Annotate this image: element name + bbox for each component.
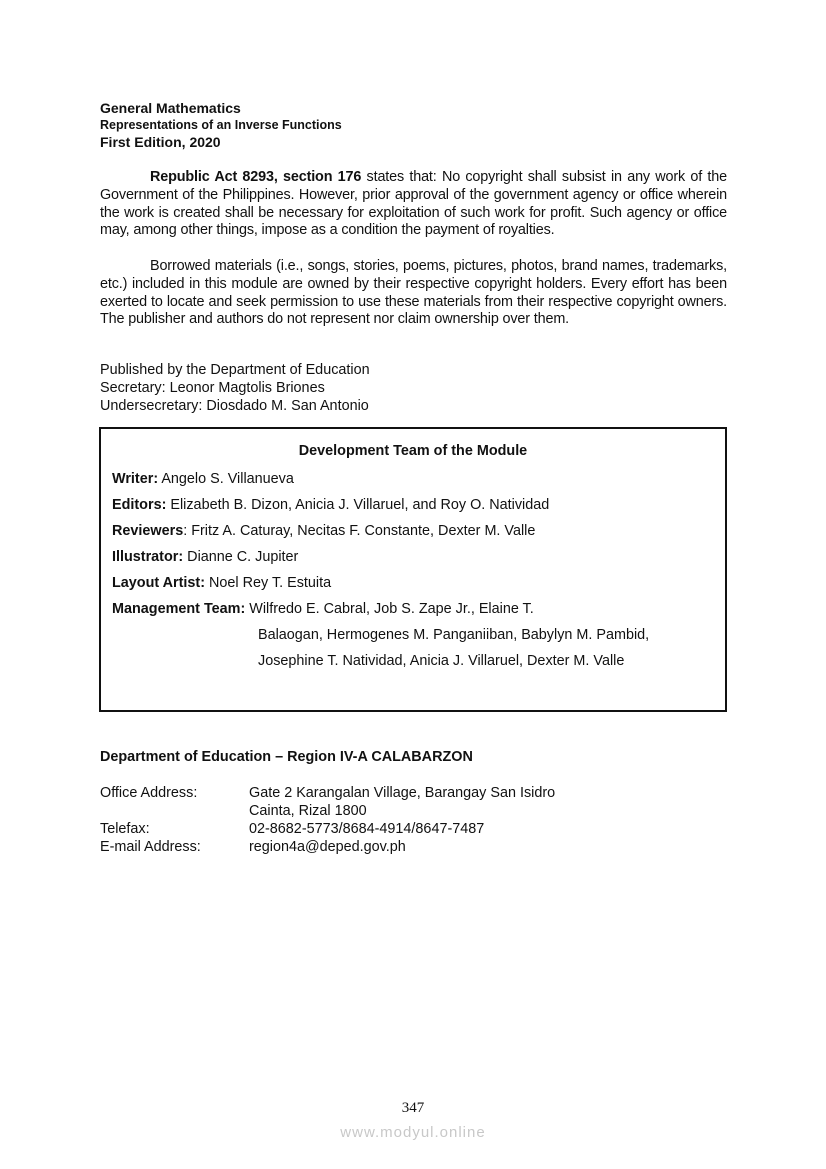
copyright-law-reference: Republic Act 8293, section 176 (150, 169, 362, 185)
region-title: Department of Education – Region IV-A CALABARZON (100, 749, 473, 765)
copyright-law-text: states that: No copyright shall subsist in any work of the Government of the Philippines. However, prior approval of the government agency or office wherein the work is created shall be necessary for exploitation of such work for profit. Such agency or office may, among other things, impose as a condition the payment of royalties. (100, 169, 727, 239)
watermark: www.modyul.online (340, 1124, 486, 1141)
layout-artist-label: Layout Artist: (112, 575, 206, 591)
module-title: Representations of an Inverse Functions (100, 118, 342, 132)
team-layout-artist (112, 574, 331, 592)
reviewers-names: : Fritz A. Caturay, Necitas F. Constante, Dexter M. Valle (183, 523, 536, 539)
team-management (112, 600, 534, 618)
borrowed-materials-notice: Borrowed materials (i.e., songs, stories, poems, pictures, photos, brand names, trademarks, etc.) included in this module are owned by their respective copyright holders. Every effort has been exerted to locate and seek permission to use these materials from their respective copyright owners. The publisher and authors do not represent nor claim ownership over them. (100, 258, 727, 328)
telefax-label: Telefax: (100, 821, 150, 837)
reviewers-label: Reviewers (112, 523, 184, 539)
development-team-heading: Development Team of the Module (298, 443, 528, 459)
illustrator-label: Illustrator: (112, 549, 184, 565)
illustrator-name: Dianne C. Jupiter (183, 549, 299, 565)
development-team-box (99, 427, 727, 712)
team-writer (112, 470, 294, 488)
published-by: Published by the Department of Education (100, 362, 370, 378)
publisher-info (100, 362, 370, 415)
management-label: Management Team: (112, 601, 246, 617)
email-label: E-mail Address: (100, 839, 201, 855)
team-reviewers (112, 522, 535, 540)
writer-label: Writer: (112, 471, 159, 487)
telefax-value: 02-8682-5773/8684-4914/8647-7487 (249, 821, 485, 837)
management-names-line2: Balaogan, Hermogenes M. Panganiiban, Babylyn M. Pambid, (258, 627, 650, 643)
writer-name: Angelo S. Villanueva (158, 471, 294, 487)
page-number: 347 (401, 1100, 425, 1116)
copyright-notice (100, 169, 727, 240)
edition: First Edition, 2020 (100, 134, 221, 150)
module-header (100, 100, 730, 151)
office-address-line1: Gate 2 Karangalan Village, Barangay San Isidro (249, 785, 556, 801)
office-address-line2: Cainta, Rizal 1800 (249, 803, 367, 819)
team-editors (112, 496, 549, 514)
editors-label: Editors: (112, 497, 167, 513)
email-value: region4a@deped.gov.ph (249, 839, 406, 855)
management-names-line3: Josephine T. Natividad, Anicia J. Villaruel, Dexter M. Valle (258, 653, 625, 669)
secretary: Secretary: Leonor Magtolis Briones (100, 379, 325, 396)
team-illustrator (112, 548, 298, 566)
management-names-line1: Wilfredo E. Cabral, Job S. Zape Jr., Elaine T. (245, 601, 534, 617)
subject-title: General Mathematics (100, 100, 241, 116)
office-address-label: Office Address: (100, 785, 198, 801)
layout-artist-name: Noel Rey T. Estuita (205, 575, 332, 591)
editors-names: Elizabeth B. Dizon, Anicia J. Villaruel, and Roy O. Natividad (166, 497, 550, 513)
undersecretary: Undersecretary: Diosdado M. San Antonio (100, 397, 369, 414)
